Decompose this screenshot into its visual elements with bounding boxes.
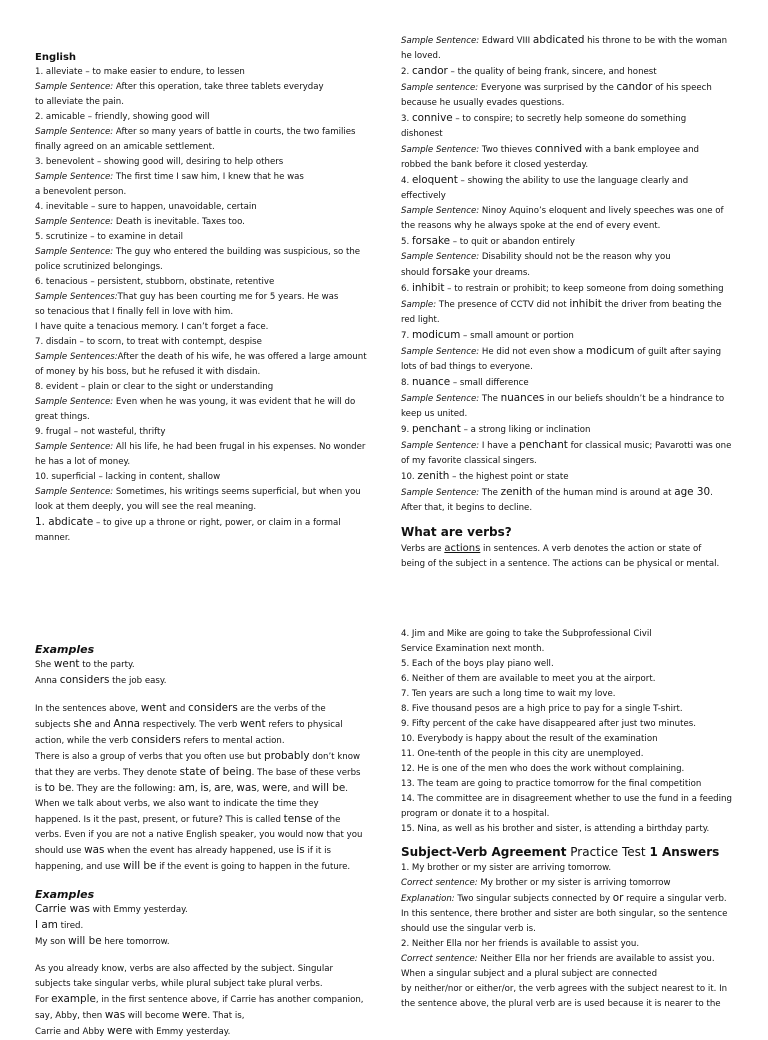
sample-sentence-cont: he has a lot of money. <box>35 457 131 467</box>
vocab-word: modicum <box>411 329 461 341</box>
vocab-entry: 8. evident – plain or clear to the sight or understanding <box>35 382 274 392</box>
emphasized-word: probably <box>263 750 310 762</box>
sample-text: of guilt after saying <box>634 347 722 357</box>
sample-sentence-cont: a benevolent person. <box>35 187 127 197</box>
vocab-column-2 <box>401 33 736 572</box>
link-actions[interactable]: actions <box>444 543 481 554</box>
sample-sentence <box>401 391 736 407</box>
sample-sentence <box>35 395 370 410</box>
vocab-number: 2. <box>401 67 412 77</box>
vocab-word: penchant <box>411 423 461 435</box>
vocab-definition: – the quality of being frank, sincere, and honest <box>447 67 657 77</box>
practice-sentence: 4. Jim and Mike are going to take the Subprofessional Civil <box>401 629 652 639</box>
sample-keyword: candor <box>616 81 653 93</box>
paragraph-line <box>35 828 370 843</box>
vocab-number: 10. <box>401 472 418 482</box>
verbs-explanation-paragraph <box>35 701 370 875</box>
sample-sentence-cont: so tenacious that I finally fell in love with him. <box>35 307 234 317</box>
sample-text: robbed the bank before it closed yesterday. <box>401 160 589 170</box>
sample-label: Sample Sentence: <box>401 145 480 155</box>
emphasized-word: are <box>214 782 231 794</box>
sample-text: After so many years of battle in courts, the two families <box>113 127 356 137</box>
sample-keyword: nuances <box>500 392 545 404</box>
vocab-definition-cont: manner. <box>35 533 71 543</box>
sample-text: After that, it begins to decline. <box>401 503 533 513</box>
practice-sentence: 6. Neither of them are available to meet you at the airport. <box>401 674 656 684</box>
explanation-cont: by neither/nor or either/or, the verb agrees with the subject nearest to it. In <box>401 984 728 994</box>
sample-text: The first time I saw him, I knew that he was <box>113 172 304 182</box>
text: don’t know <box>309 752 360 762</box>
verbs-definition: Verbs are actions in sentences. A verb denotes the action or state of <box>401 543 702 554</box>
sample-text: I have a <box>479 441 519 451</box>
practice-sentence: 10. Everybody is happy about the result of the examination <box>401 734 658 744</box>
vocab-entry <box>401 111 736 127</box>
paragraph-line <box>35 765 370 781</box>
sample-label: Sample Sentence: <box>401 206 480 216</box>
text: , <box>208 784 215 794</box>
emphasized-word: tense <box>283 813 313 825</box>
sample-label: Sample Sentence: <box>35 247 114 257</box>
answer-item: 1. My brother or my sister are arriving tomorrow. <box>401 863 612 873</box>
sample-text: Everyone was surprised by the <box>478 83 617 93</box>
emphasized-word: considers <box>188 702 238 714</box>
text: , <box>194 784 201 794</box>
vocab-word: 1. abdicate <box>35 516 94 528</box>
example-sentence: Anna considers the job easy. <box>35 674 167 686</box>
sample-sentence <box>35 350 370 365</box>
sample-text: Ninoy Aquino’s eloquent and lively speeches was one of <box>479 206 724 216</box>
vocab-entry <box>401 64 736 80</box>
sample-label: Sample Sentence: <box>401 394 480 404</box>
practice-sentence: 15. Nina, as well as his brother and sister, is attending a birthday party. <box>401 824 710 834</box>
vocab-word: nuance <box>411 376 451 388</box>
text: if it is <box>304 846 331 856</box>
sample-sentence <box>401 250 736 265</box>
sample-text: . <box>710 488 713 498</box>
vocab-entry: 2. amicable – friendly, showing good will <box>35 112 210 122</box>
subject-verb-paragraph: say, Abby, then was will become were. That is, <box>35 1009 245 1021</box>
sample-sentence-cont <box>401 96 736 111</box>
sample-text: because he usually evades questions. <box>401 98 565 108</box>
vocab-entry-abdicate <box>35 515 370 531</box>
vocab-definition: – to restrain or prohibit; to keep someone from doing something <box>444 284 724 294</box>
heading-what-are-verbs: What are verbs? <box>401 525 512 539</box>
paragraph-line <box>35 717 370 733</box>
sample-label: Sample Sentences: <box>35 352 118 362</box>
text: should use <box>35 846 85 856</box>
text: refers to physical <box>265 720 343 730</box>
emphasized-word: was <box>236 782 257 794</box>
vocab-entry <box>401 469 736 485</box>
subject-verb-paragraph: Carrie and Abby were with Emmy yesterday. <box>35 1025 231 1037</box>
text: and <box>91 720 114 730</box>
subject-verb-paragraph: As you already know, verbs are also affected by the subject. Singular <box>35 964 334 974</box>
sample-sentence <box>35 215 370 230</box>
vocab-column-1 <box>35 50 370 546</box>
answer-item: 2. Neither Ella nor her friends is available to assist you. <box>401 939 640 949</box>
vocab-list <box>35 65 370 515</box>
sample-sentence <box>401 204 736 219</box>
vocab-entry: 9. frugal – not wasteful, thrifty <box>35 427 166 437</box>
sample-text: should <box>401 268 433 278</box>
vocab-entry: 3. benevolent – showing good will, desiring to help others <box>35 157 284 167</box>
sample-text: lots of bad things to everyone. <box>401 362 533 372</box>
sample-sentence-cont <box>401 313 736 328</box>
emphasized-word: to be <box>44 782 72 794</box>
sample-text: with a bank employee and <box>582 145 699 155</box>
vocab-word: forsake <box>411 235 451 247</box>
sample-sentence-cont <box>401 360 736 375</box>
vocab-word: zenith <box>417 470 450 482</box>
explanation-cont: When a singular subject and a plural subject are connected <box>401 969 658 979</box>
sample-sentence-cont <box>401 454 736 469</box>
vocab-entry: 1. alleviate – to make easier to endure, to lessen <box>35 67 245 77</box>
sample-sentence-cont <box>401 219 736 234</box>
sample-sentence <box>401 142 736 158</box>
sample-text: your dreams. <box>470 268 531 278</box>
sample-label: Sample Sentence: <box>401 347 480 357</box>
sample-label: Sample Sentence: <box>401 441 480 451</box>
sample-sentence-cont <box>401 158 736 173</box>
vocab-entry <box>401 422 736 438</box>
text: of the <box>312 815 341 825</box>
sample-sentence-cont: of money by his boss, but he refused it with disdain. <box>35 367 261 377</box>
text: When we talk about verbs, we also want to indicate the time they <box>35 799 319 809</box>
text: In the sentences above, <box>35 704 141 714</box>
example-sentence: I am tired. <box>35 919 84 931</box>
sample-sentence <box>35 485 370 500</box>
emphasized-word: went <box>240 718 266 730</box>
sample-keyword: age 30 <box>674 486 711 498</box>
subject-verb-paragraph: subjects take singular verbs, while plural subject take plural verbs. <box>35 979 323 989</box>
text: and <box>166 704 189 714</box>
sample-sentence <box>35 170 370 185</box>
emphasized-word: went <box>140 702 167 714</box>
text: that they are verbs. They denote <box>35 768 180 778</box>
emphasized-word: considers <box>131 734 181 746</box>
practice-sentence: 12. He is one of the men who does the work without complaining. <box>401 764 685 774</box>
verbs-examples-column <box>35 642 370 1040</box>
paragraph-line <box>35 749 370 765</box>
sample-text: The <box>479 394 501 404</box>
emphasized-word: state of being <box>179 766 252 778</box>
sample-sentence <box>35 245 370 260</box>
paragraph-line <box>35 843 370 859</box>
vocab-definition: – the highest point or state <box>449 472 569 482</box>
sample-text: Disability should not be the reason why you <box>479 252 671 262</box>
text: subjects <box>35 720 74 730</box>
practice-sentence-list <box>401 627 736 837</box>
practice-sentence: 13. The team are going to practice tomorrow for the final competition <box>401 779 702 789</box>
correct-sentence: Correct sentence: Neither Ella nor her friends are available to assist you. <box>401 954 715 964</box>
explanation-cont: the sentence above, the plural verb are is used because it is nearer to the <box>401 999 721 1009</box>
vocab-definition-cont: effectively <box>401 191 446 201</box>
sample-sentence <box>35 125 370 140</box>
practice-sentence: 14. The committee are in disagreement whether to use the fund in a feeding <box>401 794 732 804</box>
sample-sentence-cont: look at them deeply, you will see the real meaning. <box>35 502 257 512</box>
examples-heading-2: Examples <box>35 888 95 901</box>
sample-sentence-cont <box>401 265 736 281</box>
example-sentence: She went to the party. <box>35 658 135 670</box>
sample-text: All his life, he had been frugal in his expenses. No wonder <box>113 442 366 452</box>
text: . They are the following: <box>71 784 179 794</box>
sample-sentence-cont: police scrutinized belongings. <box>35 262 163 272</box>
sample-sentence-cont <box>401 407 736 422</box>
vocab-entry <box>401 281 736 297</box>
sample-label: Sample Sentence: <box>35 442 114 452</box>
vocab-definition: – showing the ability to use the language clearly and <box>457 176 689 186</box>
vocab-number: 8. <box>401 378 412 388</box>
sample-sentence <box>401 297 736 313</box>
vocab-number: 6. <box>401 284 412 294</box>
sample-text: keep us united. <box>401 409 468 419</box>
sample-label: Sample Sentences: <box>35 292 118 302</box>
vocab-entry: 10. superficial – lacking in content, shallow <box>35 472 221 482</box>
sample-sentence <box>401 485 736 501</box>
vocab-entry <box>401 173 736 189</box>
vocab-word: eloquent <box>411 174 458 186</box>
sample-text: The guy who entered the building was suspicious, so the <box>113 247 361 257</box>
text: . The base of these verbs <box>251 768 361 778</box>
sample-label: Sample Sentence: <box>35 82 114 92</box>
examples-heading: Examples <box>35 643 95 656</box>
sample-sentence <box>401 438 736 454</box>
sample-label: Sample Sentence: <box>35 217 114 227</box>
sample-sentence-cont: I have quite a tenacious memory. I can’t forget a face. <box>35 322 269 332</box>
sample-sentence <box>35 80 370 95</box>
practice-sentence: 7. Ten years are such a long time to wait my love. <box>401 689 616 699</box>
sample-text: That guy has been courting me for 5 years. He was <box>117 292 339 302</box>
vocab-entry <box>401 375 736 391</box>
emphasized-word: is <box>296 844 305 856</box>
vocab-list <box>401 64 736 516</box>
emphasized-word: were <box>262 782 288 794</box>
sample-text: Two thieves <box>479 145 535 155</box>
text: respectively. The verb <box>140 720 241 730</box>
practice-sentence: 9. Fifty percent of the cake have disappeared after just two minutes. <box>401 719 696 729</box>
emphasized-word: will be <box>122 860 157 872</box>
vocab-definition: – small difference <box>450 378 529 388</box>
practice-sentence: 8. Five thousand pesos are a high price to pay for a single T-shirt. <box>401 704 683 714</box>
correct-sentence: Correct sentence: My brother or my sister is arriving tomorrow <box>401 878 671 888</box>
explanation-cont: In this sentence, there brother and sister are both singular, so the sentence <box>401 909 728 919</box>
text: verbs. Even if you are not a native English speaker, you would now that you <box>35 830 363 840</box>
sample-text: of my favorite classical singers. <box>401 456 537 466</box>
sample-text: Sometimes, his writings seems superficial, but when you <box>113 487 361 497</box>
vocab-word: inhibit <box>411 282 445 294</box>
sample-text: red light. <box>401 315 440 325</box>
sample-text: The presence of CCTV did not <box>436 300 570 310</box>
vocab-definition: – a strong liking or inclination <box>460 425 591 435</box>
vocab-number: 3. <box>401 114 412 124</box>
vocab-entry: 5. scrutinize – to examine in detail <box>35 232 184 242</box>
sample-sentence-cont: to alleviate the pain. <box>35 97 124 107</box>
vocab-number: 5. <box>401 237 412 247</box>
vocab-entry <box>401 328 736 344</box>
vocab-definition: – to quit or abandon entirely <box>450 237 576 247</box>
vocab-definition-cont: dishonest <box>401 129 443 139</box>
vocab-word: connive <box>411 112 453 124</box>
sample-label: Sample Sentence: <box>401 252 480 262</box>
practice-sentence: Service Examination next month. <box>401 644 545 654</box>
text: is <box>35 784 45 794</box>
sample-sentence-cont: great things. <box>35 412 90 422</box>
heading-sva-answers: Subject-Verb Agreement Practice Test 1 Answers <box>401 845 720 859</box>
text: . <box>345 784 349 794</box>
sample-text: After this operation, take three tablets everyday <box>113 82 324 92</box>
practice-test-column <box>401 627 736 1012</box>
sample-text: Death is inevitable. Taxes too. <box>113 217 245 227</box>
sample-text: After the death of his wife, he was offered a large amount <box>117 352 367 362</box>
sample-keyword: connived <box>534 143 583 155</box>
vocab-definition: – small amount or portion <box>460 331 574 341</box>
sample-label: Sample Sentence: <box>35 127 114 137</box>
text: refers to mental action. <box>180 736 285 746</box>
text: , <box>256 784 263 794</box>
text: There is also a group of verbs that you often use but <box>35 752 264 762</box>
paragraph-line <box>35 781 370 797</box>
sample-keyword: penchant <box>518 439 568 451</box>
sample-sentence-cont: finally agreed on an amicable settlement. <box>35 142 215 152</box>
emphasized-word: was <box>84 844 105 856</box>
vocab-entry: 4. inevitable – sure to happen, unavoidable, certain <box>35 202 257 212</box>
subject-verb-paragraph: For example, in the first sentence above, if Carrie has another companion, <box>35 993 364 1005</box>
emphasized-word: she <box>73 718 92 730</box>
sample-sentence <box>401 344 736 360</box>
vocab-entry <box>401 234 736 250</box>
sample-keyword: forsake <box>432 266 471 278</box>
practice-sentence: program or donate it to a hospital. <box>401 809 550 819</box>
paragraph-line <box>35 812 370 828</box>
vocab-number: 4. <box>401 176 412 186</box>
vocab-number: 7. <box>401 331 412 341</box>
sample-text: The <box>479 488 501 498</box>
sample-label: Sample Sentence: <box>35 487 114 497</box>
text: are the verbs of the <box>237 704 326 714</box>
sample-label: Sample Sentence: <box>35 172 114 182</box>
emphasized-word: am <box>178 782 195 794</box>
paragraph-line <box>35 859 370 875</box>
paragraph-line <box>35 701 370 717</box>
sample-label: Sample sentence: <box>401 83 479 93</box>
vocab-definition: – to give up a throne or right, power, or claim in a formal <box>93 518 341 528</box>
sample-keyword: inhibit <box>569 298 602 310</box>
sample-label: Sample: <box>401 300 437 310</box>
sample-text: in our beliefs shouldn’t be a hindrance to <box>544 394 725 404</box>
example-sentence: Carrie was with Emmy yesterday. <box>35 903 188 915</box>
sample-sentence <box>35 440 370 455</box>
vocab-number: 9. <box>401 425 412 435</box>
practice-sentence: 5. Each of the boys play piano well. <box>401 659 554 669</box>
text: when the event has already happened, use <box>104 846 297 856</box>
sample-sentence <box>35 290 370 305</box>
sample-sentence-cont: he loved. <box>401 51 441 61</box>
text: action, while the verb <box>35 736 132 746</box>
sample-text: of his speech <box>652 83 712 93</box>
sample-sentence-cont <box>401 501 736 516</box>
text: happening, and use <box>35 862 123 872</box>
sample-sentence: Sample Sentence: Edward VIII abdicated his throne to be with the woman <box>401 34 728 46</box>
sample-text: Even when he was young, it was evident that he will do <box>113 397 356 407</box>
sample-keyword: modicum <box>585 345 635 357</box>
vocab-word: candor <box>411 65 448 77</box>
example-sentence: My son will be here tomorrow. <box>35 935 170 947</box>
text: , <box>230 784 237 794</box>
sample-sentence <box>401 80 736 96</box>
emphasized-word: is <box>200 782 209 794</box>
verbs-definition-cont: being of the subject in a sentence. The actions can be physical or mental. <box>401 559 720 569</box>
paragraph-line <box>35 797 370 812</box>
sample-label: Sample Sentence: <box>401 488 480 498</box>
emphasized-word: will be <box>311 782 346 794</box>
sample-text: for classical music; Pavarotti was one <box>567 441 732 451</box>
sample-text: of the human mind is around at <box>532 488 675 498</box>
sample-text: the reasons why he always spoke at the end of every event. <box>401 221 661 231</box>
explanation: Explanation: Two singular subjects connected by or require a singular verb. <box>401 892 727 904</box>
vocab-entry: 6. tenacious – persistent, stubborn, obstinate, retentive <box>35 277 275 287</box>
section-heading-english: English <box>35 52 77 63</box>
text: if the event is going to happen in the future. <box>156 862 351 872</box>
text: , and <box>287 784 312 794</box>
text: happened. Is it the past, present, or future? This is called <box>35 815 284 825</box>
sample-text: the driver from beating the <box>601 300 722 310</box>
emphasized-word: Anna <box>113 718 141 730</box>
sample-keyword: zenith <box>500 486 533 498</box>
practice-sentence: 11. One-tenth of the people in this city are unemployed. <box>401 749 644 759</box>
explanation-cont: should use the singular verb is. <box>401 924 536 934</box>
vocab-entry: 7. disdain – to scorn, to treat with contempt, despise <box>35 337 262 347</box>
sample-label: Sample Sentence: <box>35 397 114 407</box>
vocab-definition: – to conspire; to secretly help someone do something <box>452 114 687 124</box>
paragraph-line <box>35 733 370 749</box>
sample-text: He did not even show a <box>479 347 586 357</box>
